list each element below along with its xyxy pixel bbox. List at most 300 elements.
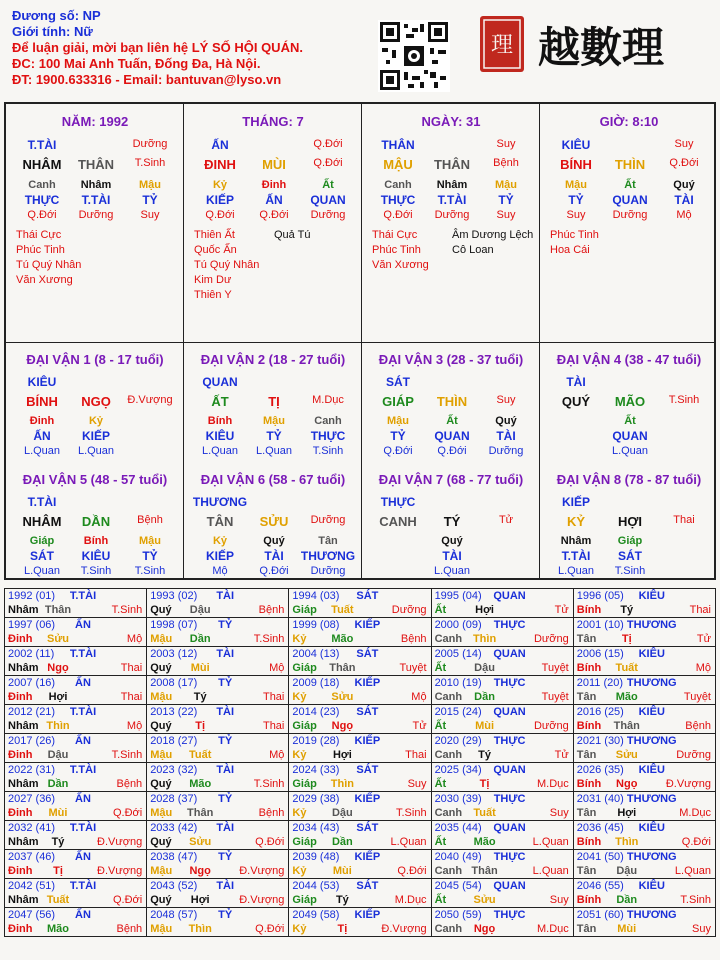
year-stem: Đinh [8,807,33,819]
year-stage: Tử [412,720,427,732]
hidden-god: THỰC [380,193,416,207]
dai-van-stage: M.Dục [312,394,344,406]
pillar-god: THÂN [381,138,415,152]
year-god: KIÊU [638,880,665,892]
hidden-god: TÀI [264,549,284,563]
hidden-stem: Ất [624,415,636,427]
year-label: 2029 (38) [292,793,340,805]
pillar-branch: THÌN [614,157,646,172]
pillar-title: THÁNG: 7 [242,114,304,129]
year-branch: Thân [44,604,72,616]
year-cell [431,676,573,705]
year-god: THƯƠNG [626,619,677,631]
year-cell [573,821,715,850]
dai-van-branch: MÃO [614,394,646,409]
year-stem: Canh [434,633,463,645]
dai-van-stem: CANH [379,514,417,529]
hidden-god: TÀI [442,549,462,563]
year-stage: Thai [120,691,143,703]
year-stem: Kỷ [292,691,307,703]
year-label: 2023 (32) [150,764,198,776]
year-stage: M.Dục [536,923,569,935]
year-stage: Bệnh [258,807,285,819]
year-stage: Q.Đới [112,807,143,819]
year-stage: Thai [689,604,711,616]
year-branch: Thân [329,662,356,674]
year-label: 2049 (58) [292,909,340,921]
year-label: 2050 (59) [434,909,482,921]
year-stage: Q.Đới [112,894,143,906]
year-stage: Mộ [269,662,285,674]
year-god: ẤN [75,793,91,805]
year-stem: Nhâm [8,778,39,790]
pillar-god-stage: Suy [674,138,694,150]
year-label: 1993 (02) [150,590,198,602]
year-stem: Mậu [150,807,173,819]
dai-van-god: THỰC [380,495,416,509]
hidden-god: QUAN [310,193,346,207]
year-branch: Ngọ [189,865,211,877]
year-stem: Bính [576,604,602,616]
year-stem: Canh [434,691,463,703]
year-god: SÁT [356,590,379,602]
year-god: ẤN [75,619,91,631]
year-branch: Thân [471,865,498,877]
year-cell [431,821,573,850]
year-branch: Dần [47,778,69,790]
hidden-god: KIẾP [205,549,235,563]
dai-van-stage: Thai [673,514,695,526]
year-branch: Dậu [47,749,69,761]
dai-van-stem: GIÁP [382,394,414,409]
year-label: 2035 (44) [434,822,482,834]
year-branch: Tý [51,836,65,848]
year-god: TỶ [218,909,233,921]
year-god: QUAN [493,706,526,718]
hidden-stage: L.Quan [201,445,239,457]
year-stem: Mậu [150,691,173,703]
hidden-stem: Đinh [29,415,55,427]
year-label: 2012 (21) [8,706,56,718]
year-label: 2032 (41) [8,822,56,834]
year-stem: Mậu [150,865,173,877]
year-stage: Đ.Vượng [97,865,143,877]
hidden-stage: Suy [140,209,160,221]
year-branch: Tị [53,865,63,877]
year-god: TỶ [218,677,233,689]
year-label: 2045 (54) [434,880,482,892]
year-stem: Tân [576,691,597,703]
year-cell [573,618,715,647]
year-label: 2037 (46) [8,851,56,863]
hidden-stage: Q.Đới [383,209,413,221]
hidden-stem: Ất [446,415,458,427]
year-cell [147,850,289,879]
year-branch: Mùi [48,807,68,819]
year-branch: Tị [621,633,632,645]
hidden-stem: Canh [314,415,342,427]
hidden-god: QUAN [612,193,648,207]
hidden-stem: Bính [207,415,233,427]
year-stage: Suy [549,807,569,819]
dai-van-stage: T.Sinh [668,394,700,406]
year-cell [147,763,289,792]
year-stem: Ất [434,720,447,732]
year-label: 1997 (06) [8,619,56,631]
year-stem: Kỷ [292,865,307,877]
contact-line-2: ĐC: 100 Mai Anh Tuấn, Đống Đa, Hà Nội. [12,56,261,71]
year-stem: Quý [150,778,172,790]
year-label: 2013 (22) [150,706,198,718]
year-god: SÁT [356,706,379,718]
year-cell [431,589,573,618]
hidden-god: T.TÀI [81,193,111,207]
hidden-stem: Đinh [261,179,287,191]
hidden-god: TỶ [390,429,406,443]
year-branch: Thìn [615,836,639,848]
table-row [5,792,716,821]
year-stage: Thai [262,720,285,732]
year-stage: Dưỡng [676,749,711,761]
year-stage: M.Dục [394,894,427,906]
year-god: T.TÀI [69,822,97,834]
yearly-table [4,588,716,937]
year-label: 2021 (30) [576,735,624,747]
year-stage: Đ.Vượng [97,836,143,848]
year-cell [573,705,715,734]
pillar-stage: Q.Đới [313,157,343,169]
year-stem: Bính [576,720,602,732]
year-label: 2007 (16) [8,677,56,689]
year-label: 2016 (25) [576,706,624,718]
year-branch: Thìn [188,923,212,935]
year-branch: Mùi [475,720,495,732]
year-label: 2036 (45) [576,822,624,834]
year-stem: Mậu [150,633,173,645]
year-branch: Sửu [331,691,354,703]
hidden-stage: Q.Đới [437,445,467,457]
dai-van-stem: ẤT [211,394,229,409]
hidden-god: TỶ [142,193,158,207]
year-label: 1994 (03) [292,590,340,602]
year-cell [573,734,715,763]
dai-van-title: ĐẠI VẬN 3 (28 - 37 tuổi) [378,352,524,367]
star-item: Thiên Ất [194,229,235,241]
year-stem: Quý [150,604,172,616]
year-stage: Mộ [126,633,143,645]
year-god: KIÊU [638,764,665,776]
year-god: ẤN [75,735,91,747]
year-god: KIẾP [354,909,381,921]
hidden-god: SÁT [618,549,642,563]
year-god: THƯƠNG [626,851,677,863]
year-branch: Tuất [615,662,638,674]
hidden-stage: Dưỡng [78,209,114,221]
hidden-god: KIÊU [205,429,235,443]
hidden-stage: L.Quan [255,445,293,457]
hidden-stage: T.Sinh [614,565,646,577]
year-cell [5,676,147,705]
year-stem: Canh [434,749,463,761]
year-cell [431,879,573,908]
hidden-god: TỶ [568,193,584,207]
year-god: THỰC [493,793,526,805]
year-cell [147,589,289,618]
year-stem: Đinh [8,865,33,877]
year-branch: Ngọ [47,662,69,674]
dai-van-god: T.TÀI [27,495,57,509]
header-info [12,8,303,88]
contact-line-3: ĐT: 1900.633316 - Email: bantuvan@lyso.vn [12,72,282,87]
year-stage: Đ.Vượng [239,894,285,906]
year-stage: Tử [696,633,711,645]
hidden-stem: Mậu [263,415,285,427]
year-stage: Q.Đới [255,836,285,848]
year-cell [573,908,715,937]
year-label: 2009 (18) [292,677,340,689]
hidden-stem: Canh [28,179,56,191]
dai-van-title: ĐẠI VẬN 8 (78 - 87 tuổi) [556,472,702,487]
year-branch: Tuất [331,604,354,616]
year-label: 2040 (49) [434,851,482,863]
hidden-god: KIẾP [205,193,235,207]
year-branch: Tị [479,778,490,790]
person-code: Đương số: NP [12,8,101,23]
year-god: THƯƠNG [626,735,677,747]
hidden-stage: Dưỡng [434,209,470,221]
hidden-stem: Kỷ [212,535,228,547]
year-god: THƯƠNG [626,909,677,921]
year-cell [573,589,715,618]
year-stem: Mậu [150,749,173,761]
year-branch: Mão [473,836,496,848]
year-label: 2001 (10) [576,619,624,631]
hidden-god: THỰC [310,429,346,443]
hidden-stem: Quý [673,179,695,191]
year-stem: Đinh [8,923,33,935]
year-god: T.TÀI [69,764,97,776]
hidden-stem: Nhâm [436,179,468,191]
dai-van-title: ĐẠI VẬN 5 (48 - 57 tuổi) [22,472,168,487]
year-cell [289,589,431,618]
year-stem: Ất [434,836,447,848]
year-cell [431,792,573,821]
year-branch: Dậu [189,604,211,616]
year-stem: Nhâm [8,720,39,732]
year-cell [573,792,715,821]
year-stage: Suy [407,778,427,790]
dai-van-branch: NGỌ [81,394,111,409]
year-cell [431,763,573,792]
hidden-stage: T.Sinh [134,565,166,577]
year-stem: Nhâm [8,894,39,906]
year-stem: Ất [434,662,447,674]
year-stage: L.Quan [674,865,711,877]
year-label: 2010 (19) [434,677,482,689]
dai-van-title: ĐẠI VẬN 2 (18 - 27 tuổi) [200,352,346,367]
year-god: KIẾP [354,851,381,863]
year-label: 2046 (55) [576,880,624,892]
year-cell [431,734,573,763]
year-branch: Dậu [331,807,353,819]
year-cell [147,618,289,647]
qr-code-icon [378,20,450,92]
hidden-stage: T.Sinh [80,565,112,577]
svg-text:越數理: 越數理 [538,23,665,72]
year-branch: Dần [331,836,353,848]
year-label: 2018 (27) [150,735,198,747]
contact-line-1: Để luận giải, mời bạn liên hệ LÝ SỐ HỘI QUÁN. [12,40,303,55]
dai-van-stem: TÂN [206,514,234,529]
year-god: QUAN [493,822,526,834]
year-label: 2020 (29) [434,735,482,747]
hidden-stem: Mậu [565,179,587,191]
dai-van-branch: DẦN [81,514,111,529]
pillar-branch: THÂN [433,157,471,172]
year-label: 2044 (53) [292,880,340,892]
year-cell [147,792,289,821]
year-stem: Giáp [292,604,317,616]
year-cell [5,734,147,763]
hidden-stage: Mộ [212,565,228,577]
year-stem: Tân [576,749,597,761]
year-stage: Đ.Vượng [239,865,285,877]
hidden-stage: Dưỡng [310,565,346,577]
year-cell [573,850,715,879]
year-label: 2004 (13) [292,648,340,660]
year-cell [5,879,147,908]
year-branch: Mùi [190,662,210,674]
year-stage: Dưỡng [391,604,427,616]
pillar-god-stage: Suy [496,138,516,150]
year-stem: Nhâm [8,836,39,848]
star-item: Quả Tú [274,229,311,241]
pillar-stem: BÍNH [560,157,592,172]
year-label: 2041 (50) [576,851,624,863]
year-stem: Quý [150,662,172,674]
year-label: 2027 (36) [8,793,56,805]
year-stem: Bính [576,662,602,674]
year-stage: Đ.Vượng [665,778,711,790]
year-label: 2011 (20) [576,677,624,689]
hidden-stem: Canh [384,179,412,191]
hidden-stage: Q.Đới [383,445,413,457]
year-stem: Kỷ [292,807,307,819]
year-stem: Tân [576,923,597,935]
year-label: 1998 (07) [150,619,198,631]
year-stage: Tuyệt [541,662,569,674]
hidden-stem: Quý [441,535,463,547]
hidden-stem: Nhâm [560,535,592,547]
year-branch: Dần [189,633,211,645]
hidden-stage: L.Quan [23,445,61,457]
dai-van-stage: Tử [498,514,514,526]
year-god: TÀI [216,590,235,602]
year-god: SÁT [356,764,379,776]
year-label: 2024 (33) [292,764,340,776]
year-cell [289,618,431,647]
year-stage: Thai [405,749,427,761]
year-stage: M.Dục [536,778,569,790]
year-stage: Bệnh [116,923,143,935]
year-label: 2000 (09) [434,619,482,631]
year-cell [5,763,147,792]
year-stem: Giáp [292,836,317,848]
year-cell [573,676,715,705]
year-cell [5,618,147,647]
year-label: 2015 (24) [434,706,482,718]
year-branch: Ngọ [473,923,496,935]
dai-van-stage: Dưỡng [310,514,346,526]
logo [478,12,703,76]
year-cell [289,908,431,937]
dai-van-title: ĐẠI VẬN 7 (68 - 77 tuổi) [378,472,524,487]
dai-van-title: ĐẠI VẬN 1 (8 - 17 tuổi) [26,352,164,367]
year-stage: Đ.Vượng [381,923,427,935]
year-cell [431,618,573,647]
year-label: 2030 (39) [434,793,482,805]
year-stage: T.Sinh [680,894,711,906]
table-row [5,850,716,879]
year-stem: Giáp [292,662,317,674]
year-cell [5,821,147,850]
hidden-stage: Dưỡng [488,445,524,457]
year-branch: Tý [335,894,349,906]
dai-van-stem: KỶ [566,514,586,529]
year-branch: Sửu [189,836,212,848]
year-stem: Kỷ [292,633,307,645]
year-stem: Nhâm [8,662,39,674]
hidden-stem: Tân [318,535,338,547]
year-god: T.TÀI [69,880,97,892]
year-label: 2033 (42) [150,822,198,834]
hidden-god: TÀI [496,429,516,443]
year-branch: Thân [187,807,214,819]
year-god: TỶ [218,735,233,747]
star-item: Âm Dương Lệch [452,229,534,241]
year-cell [573,647,715,676]
hidden-stage: Suy [566,209,586,221]
year-branch: Hợi [617,807,637,819]
year-stage: Bệnh [258,604,285,616]
year-stage: Q.Đới [397,865,427,877]
year-god: THỰC [493,677,526,689]
year-god: QUAN [493,880,526,892]
year-stage: T.Sinh [111,749,143,761]
year-stem: Bính [576,778,602,790]
year-god: THỰC [493,851,526,863]
year-stage: Tuyệt [399,662,427,674]
pillar-title: NGÀY: 31 [421,114,481,129]
year-label: 2031 (40) [576,793,624,805]
year-branch: Hợi [190,894,210,906]
year-god: T.TÀI [69,648,97,660]
year-god: QUAN [493,764,526,776]
year-stage: Mộ [411,691,427,703]
year-stage: L.Quan [532,865,569,877]
year-stage: T.Sinh [253,778,285,790]
year-branch: Sửu [615,749,638,761]
hidden-stem: Nhâm [80,179,112,191]
year-cell [289,879,431,908]
year-cell [573,879,715,908]
dai-van-stage: Suy [496,394,516,406]
year-stage: Tử [554,749,569,761]
year-god: TÀI [216,706,235,718]
year-cell [147,676,289,705]
pillar-stage: Bệnh [493,157,519,169]
dai-van-stage: Đ.Vượng [127,394,173,406]
